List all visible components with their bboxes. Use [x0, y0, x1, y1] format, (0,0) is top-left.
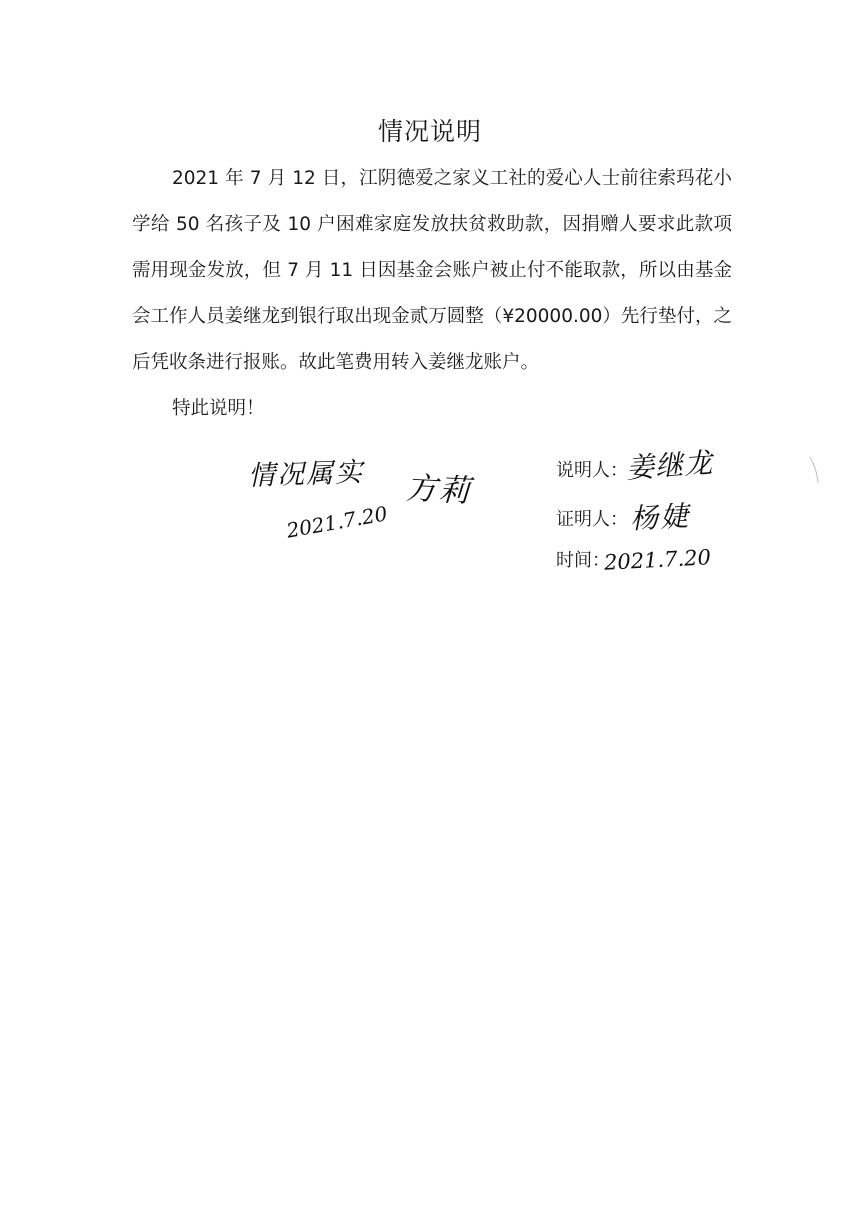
- explainer-signature: 姜继龙: [625, 446, 715, 485]
- document-title: 情况说明: [377, 117, 482, 146]
- explainer-label: 说明人：: [556, 460, 628, 481]
- paragraph-main: 2021 年 7 月 12 日，江阴德爱之家义工社的爱心人士前往索玛花小学给 50 名孩子及 10 户困难家庭发放扶贫救助款，因捐赠人要求此款项需用现金发放，但 7 月 11 日因基金会账户被止付不能取款，所以由基金会工作人员姜继龙到银行取出现金贰万圆整（¥20000.00）先行垫付，之后凭收条进行报账。故此笔费用转入姜继龙账户。: [132, 168, 732, 373]
- witness-label: 证明人：: [556, 509, 628, 530]
- handwritten-verification-text: 情况属实: [247, 456, 365, 493]
- document-body: [132, 156, 732, 432]
- witness-signature: 杨婕: [629, 499, 691, 536]
- time-value: 2021.7.20: [603, 545, 712, 575]
- paragraph-closing: 特此说明！: [172, 398, 265, 419]
- handwritten-verification-date: 2021.7.20: [284, 501, 390, 543]
- handwritten-verifier-name: 方莉: [404, 470, 473, 510]
- scan-edge-mark: [808, 455, 822, 485]
- time-label: 时间：: [556, 550, 610, 571]
